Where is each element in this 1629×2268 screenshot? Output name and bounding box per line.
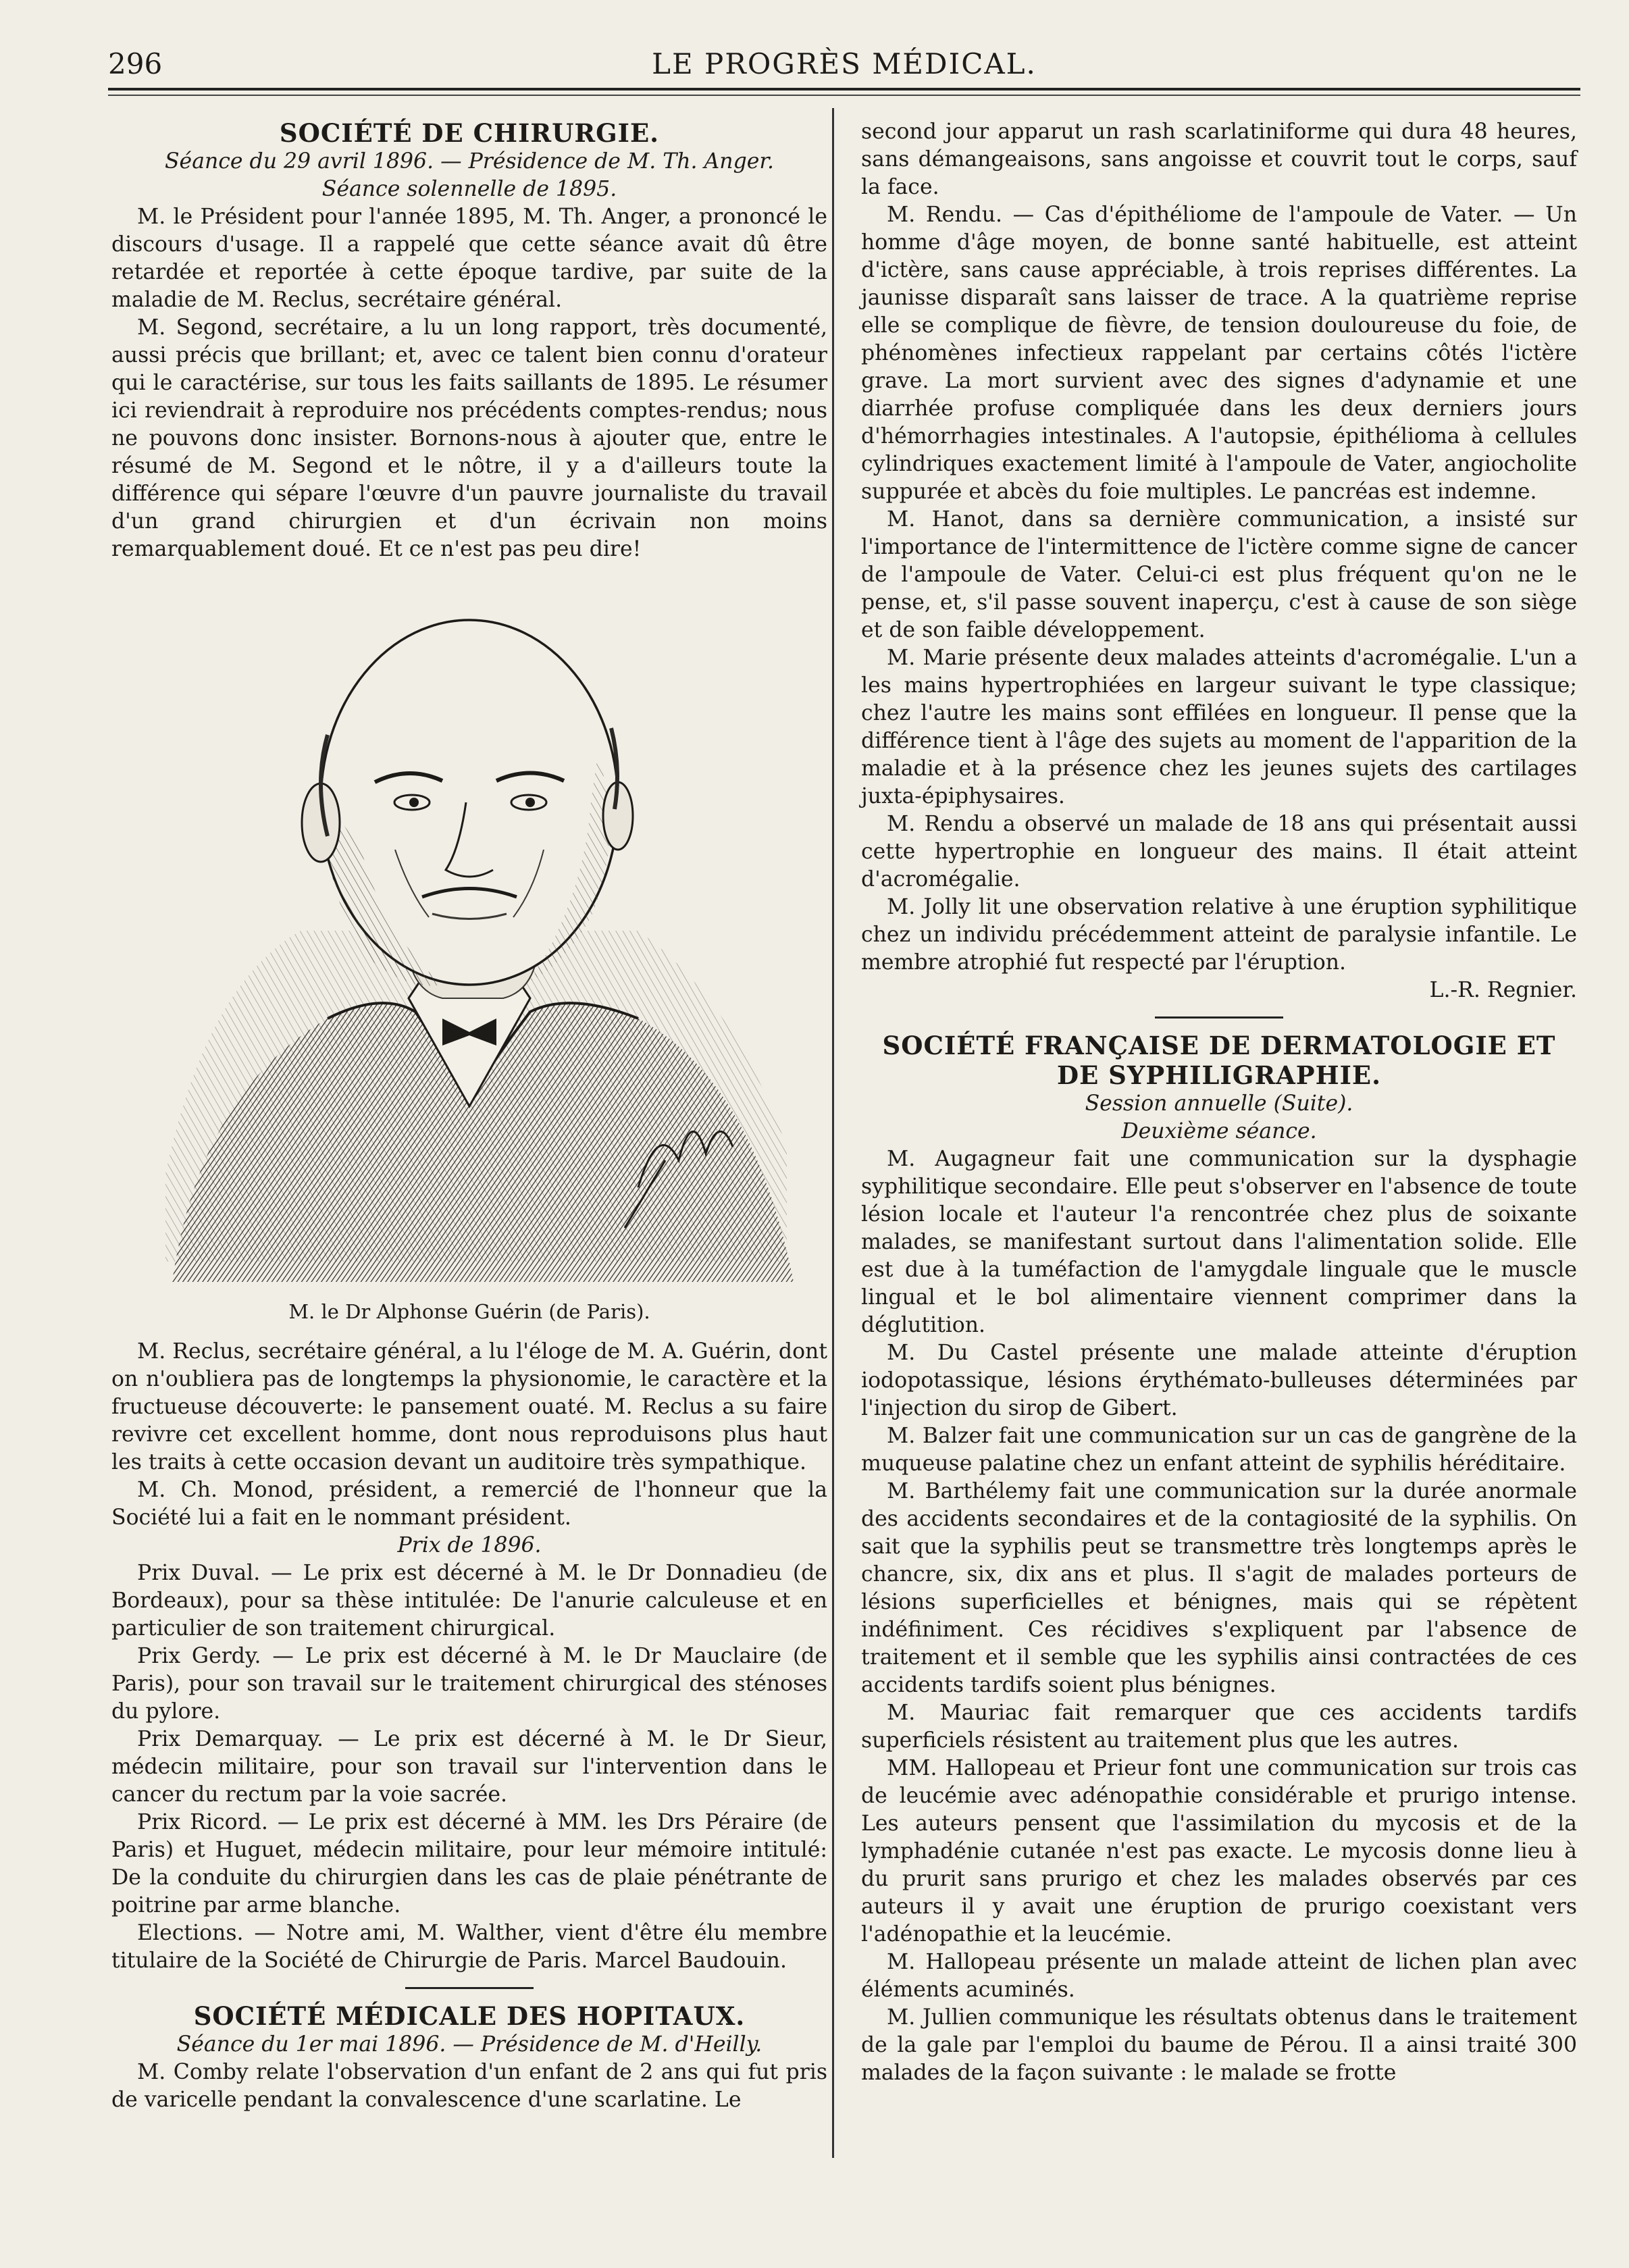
paragraph: Prix Demarquay. — Le prix est décerné à M. le Dr Sieur, médecin militaire, pour son travail sur l'intervention dans le cancer du rectum par la voie sacrée. bbox=[111, 1727, 827, 1807]
paragraph: M. Du Castel présente une malade atteinte d'éruption iodopotassique, lésions érythémato-bulleuses déterminées par l'injection du sirop de Gibert. bbox=[861, 1341, 1577, 1420]
solennelle-line: Séance solennelle de 1895. bbox=[321, 177, 617, 201]
paragraph: second jour apparut un rash scarlatiniforme qui dura 48 heures, sans démangeaisons, sans angoisse et couvrit tout le corps, sauf la face. bbox=[861, 120, 1577, 199]
right-column bbox=[861, 118, 1577, 2087]
paragraph: Prix Gerdy. — Le prix est décerné à M. le Dr Mauclaire (de Paris), pour son travail sur le traitement chirurgical des sténoses du pylore. bbox=[111, 1644, 827, 1724]
paragraph: M. Comby relate l'observation d'un enfant de 2 ans qui fut pris de varicelle pendant la convalescence d'une scarlatine. Le bbox=[111, 2060, 827, 2112]
paragraph: MM. Hallopeau et Prieur font une communication sur trois cas de leucémie avec adénopathie considérable et prurigo intense. Les auteurs pensent que l'assimilation du mycosis et de la lymphadénie cutanée n'est pas exacte. Le mycosis donne lieu à du prurit sans prurigo et chez les malades observés par ces auteurs il y avait une éruption de prurigo coexistant vers l'adénopathie et la leucémie. bbox=[861, 1756, 1577, 1947]
seance-line: Séance du 1er mai 1896. — Présidence de M. d'Heilly. bbox=[176, 2032, 762, 2057]
paragraph: M. Mauriac fait remarquer que ces accidents tardifs superficiels résistent au traitement plus que les autres. bbox=[861, 1701, 1577, 1753]
paragraph: M. Rendu. — Cas d'épithéliome de l'ampoule de Vater. — Un homme d'âge moyen, de bonne santé habituelle, est atteint d'ictère, sans cause appréciable, à trois reprises différentes. La jaunisse disparaît sans laisser de trace. A la quatrième reprise elle se complique de fièvre, de tension douloureuse du foie, de phénomènes infectieux rappelant par certains côtés l'ictère grave. La mort survient avec des signes d'adynamie et une diarrhée profuse compliquée dans les deux derniers jours d'hémorrhagies intestinales. A l'autopsie, épithélioma à cellules cylindriques exactement limité à l'ampoule de Vater, angiocholite suppurée et abcès du foie multiples. Le pancréas est indemne. bbox=[861, 203, 1577, 504]
paragraph: M. Balzer fait une communication sur un cas de gangrène de la muqueuse palatine chez un enfant atteint de syphilis héréditaire. bbox=[861, 1424, 1577, 1476]
paragraph: Elections. — Notre ami, M. Walther, vient d'être élu membre titulaire de la Société de Chirurgie de Paris. Marcel Baudouin. bbox=[111, 1921, 827, 1973]
section-rule bbox=[1155, 1016, 1283, 1019]
page-header bbox=[108, 47, 1580, 88]
section-title-dermato: SOCIÉTÉ FRANÇAISE DE DERMATOLOGIE ET DE SYPHILIGRAPHIE. bbox=[882, 1031, 1556, 1090]
prix-title: Prix de 1896. bbox=[397, 1533, 542, 1557]
header-rule bbox=[108, 88, 1580, 91]
paragraph: M. Marie présente deux malades atteints d'acromégalie. L'un a les mains hypertrophiées en largeur suivant le type classique; chez l'autre les mains sont effilées en longueur. Il pense que la différence tient à l'âge des sujets au moment de l'apparition de la maladie et à la présence chez les jeunes sujets des cartilages juxta-épiphysaires. bbox=[861, 646, 1577, 808]
section-title-chirurgie: SOCIÉTÉ DE CHIRURGIE. bbox=[279, 118, 660, 148]
paragraph: M. Hallopeau présente un malade atteint de lichen plan avec éléments acuminés. bbox=[861, 1950, 1577, 2002]
paragraph: M. Augagneur fait une communication sur la dysphagie syphilitique secondaire. Elle peut s'observer en l'absence de toute lésion locale et l'auteur l'a rencontrée chez plus de soixante malades, se manifestant surtout dans l'alimentation solide. Elle est due à la tuméfaction de l'amygdale linguale que le muscle lingual et le bol alimentaire viennent comprimer dans la déglutition. bbox=[861, 1147, 1577, 1337]
author-signature: L.-R. Regnier. bbox=[1429, 978, 1577, 1002]
paragraph: Prix Duval. — Le prix est décerné à M. le Dr Donnadieu (de Bordeaux), pour sa thèse intitulée: De l'anurie calculeuse et en particulier de son traitement chirurgical. bbox=[111, 1561, 827, 1641]
seance-line: Deuxième séance. bbox=[1121, 1119, 1317, 1143]
portrait-caption: M. le Dr Alphonse Guérin (de Paris). bbox=[288, 1300, 650, 1323]
section-rule bbox=[405, 1987, 534, 1989]
session-line: Session annuelle (Suite). bbox=[1085, 1091, 1353, 1116]
running-head: LE PROGRÈS MÉDICAL. bbox=[652, 47, 1037, 80]
paragraph: M. Hanot, dans sa dernière communication, a insisté sur l'importance de l'intermittence de l'ictère comme signe de cancer de l'ampoule de Vater. Celui-ci est plus fréquent qu'on ne le pense, et, s'il passe souvent inaperçu, c'est à cause de son siège et de son faible développement. bbox=[861, 507, 1577, 642]
left-column bbox=[111, 118, 827, 2114]
paragraph: M. Jolly lit une observation relative à une éruption syphilitique chez un individu précédemment atteint de paralysie infantile. Le membre atrophié fut respecté par l'éruption. bbox=[861, 895, 1577, 975]
paragraph: Prix Ricord. — Le prix est décerné à MM. les Drs Péraire (de Paris) et Huguet, médecin militaire, pour leur mémoire intitulé: De la conduite du chirurgien dans les cas de plaie pénétrante de poitrine par arme blanche. bbox=[111, 1810, 827, 1917]
paragraph: M. le Président pour l'année 1895, M. Th. Anger, a prononcé le discours d'usage. Il a rappelé que cette séance avait dû être retardée et reportée à cette époque tardive, par suite de la maladie de M. Reclus, secrétaire général. bbox=[111, 205, 827, 312]
paragraph: M. Reclus, secrétaire général, a lu l'éloge de M. A. Guérin, dont on n'oubliera pas de longtemps la physionomie, le caractère et la fructueuse découverte: le pansement ouaté. M. Reclus a su faire revivre cet excellent homme, dont nous reproduisons plus haut les traits à cette occasion devant un auditoire très sympathique. bbox=[111, 1339, 827, 1474]
portrait-engraving bbox=[125, 579, 814, 1295]
paragraph: M. Segond, secrétaire, a lu un long rapport, très documenté, aussi précis que brillant; et, avec ce talent bien connu d'orateur qui le caractérise, sur tous les faits saillants de 1895. Le résumer ici reviendrait à reproduire nos précédents comptes-rendus; nous ne pouvons donc insister. Bornons-nous à ajouter que, entre le résumé de M. Segond et le nôtre, il y a d'ailleurs toute la différence qui sépare l'œuvre d'un pauvre journaliste du travail d'un grand chirurgien et d'un écrivain non moins remarquablement doué. Et ce n'est pas peu dire! bbox=[111, 315, 827, 561]
header-rule-thin bbox=[108, 95, 1580, 96]
paragraph: M. Jullien communique les résultats obtenus dans le traitement de la gale par l'emploi du baume de Pérou. Il a ainsi traité 300 malades de la façon suivante : le malade se frotte bbox=[861, 2005, 1577, 2085]
seance-text: Séance du 29 avril 1896. — Présidence de M. Th. Anger. bbox=[164, 149, 775, 174]
paragraph: M. Barthélemy fait une communication sur la durée anormale des accidents secondaires et de la contagiosité de la syphilis. On sait que la syphilis peut se transmettre très longtemps après le chancre, six, dix ans et plus. Il s'agit de malades porteurs de lésions superficielles et bénignes, mais qui se répètent indéfiniment. Ces récidives s'expliquent par l'absence de traitement et il semble que les syphilis ainsi contractées de ces accidents tardifs soient plus bénignes. bbox=[861, 1479, 1577, 1697]
paragraph: M. Rendu a observé un malade de 18 ans qui présentait aussi cette hypertrophie en longueur des mains. Il était atteint d'acromégalie. bbox=[861, 812, 1577, 892]
seance-line bbox=[111, 148, 827, 176]
page-number: 296 bbox=[108, 47, 163, 80]
column-divider bbox=[832, 108, 834, 2158]
section-title-hopitaux: SOCIÉTÉ MÉDICALE DES HOPITAUX. bbox=[193, 2001, 746, 2031]
paragraph: M. Ch. Monod, président, a remercié de l'honneur que la Société lui a fait en le nommant président. bbox=[111, 1478, 827, 1530]
